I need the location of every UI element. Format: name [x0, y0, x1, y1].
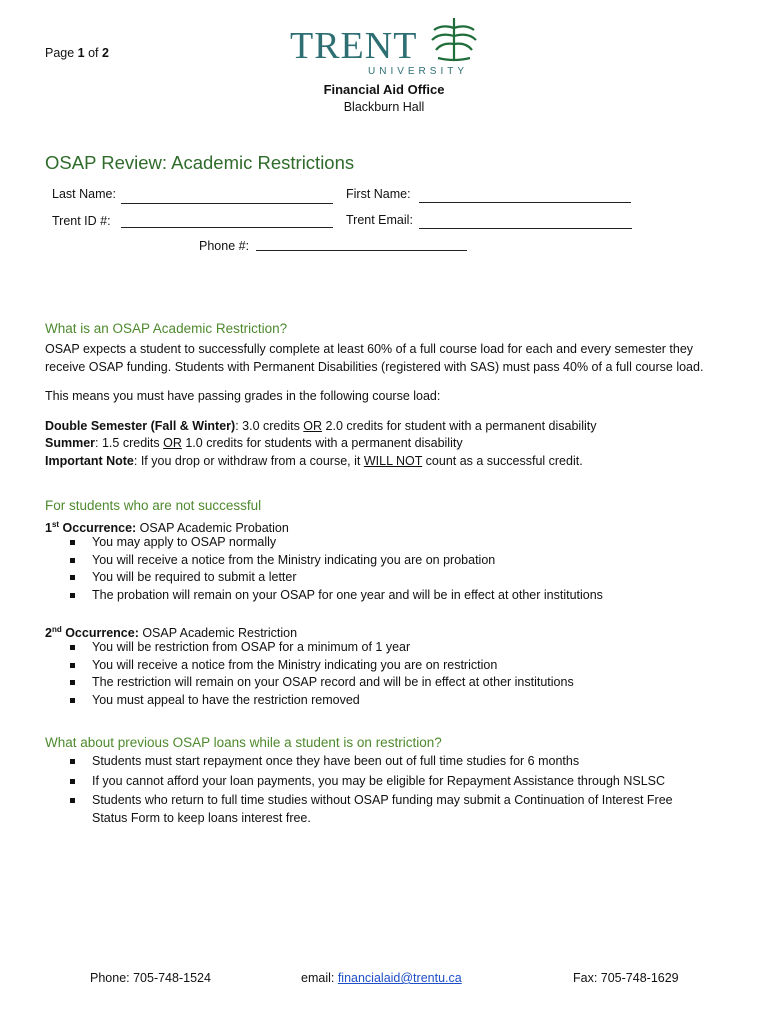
page-current: 1: [77, 46, 85, 60]
first-occurrence-number: 1: [45, 521, 52, 536]
list-item: You will be restriction from OSAP for a minimum of 1 year: [68, 639, 728, 657]
section-heading-previous-loans: What about previous OSAP loans while a student is on restriction?: [45, 735, 442, 750]
important-note-label: Important Note: [45, 454, 134, 468]
second-occurrence-list: [68, 639, 728, 709]
footer-phone: Phone: 705-748-1524: [90, 971, 211, 985]
list-item: You will receive a notice from the Ministry indicating you are on probation: [68, 552, 728, 570]
first-name-field[interactable]: [419, 202, 631, 203]
summer-or: OR: [163, 436, 182, 450]
section-heading-not-successful: For students who are not successful: [45, 498, 262, 513]
phone-label: Phone #:: [199, 239, 250, 253]
summer-text-b: 1.0 credits for students with a permanent disability: [181, 436, 463, 450]
list-item: The restriction will remain on your OSAP record and will be in effect at other institutions: [68, 674, 728, 692]
footer-email: [301, 971, 462, 985]
first-occurrence-text: OSAP Academic Probation: [136, 521, 289, 536]
last-name-field[interactable]: [121, 203, 333, 204]
last-name-label: Last Name:: [52, 187, 116, 201]
list-item: The probation will remain on your OSAP for one year and will be in effect at other institutions: [68, 587, 728, 605]
paragraph-expectations: OSAP expects a student to successfully complete at least 60% of a full course load for each and every semester they receive OSAP funding. Students with Permanent Disabilities (registered with SAS) must pass 40% of a full course load.: [45, 342, 704, 374]
trent-email-label: Trent Email:: [346, 213, 413, 227]
double-semester-text-b: 2.0 credits for student with a permanent disability: [322, 419, 597, 433]
summer-text-a: : 1.5 credits: [95, 436, 164, 450]
second-occurrence-label: Occurrence:: [61, 626, 139, 641]
double-semester-label: Double Semester (Fall & Winter): [45, 419, 236, 433]
second-occurrence-text: OSAP Academic Restriction: [138, 626, 298, 641]
second-occurrence-suffix: nd: [51, 625, 62, 634]
first-occurrence-label: Occurrence:: [59, 521, 137, 536]
list-item: You will be required to submit a letter: [68, 569, 728, 587]
document-title: OSAP Review: Academic Restrictions: [45, 152, 355, 173]
important-note-emphasis: WILL NOT: [363, 454, 423, 468]
important-note-text-a: : If you drop or withdraw from a course, it: [133, 454, 364, 468]
double-semester-line: [45, 417, 725, 435]
building-name: Blackburn Hall: [343, 100, 425, 114]
list-item: You may apply to OSAP normally: [68, 534, 728, 552]
list-item: Students who return to full time studies without OSAP funding may submit a Continuation of Interest Free Status Form to keep loans interest free.: [68, 792, 708, 827]
phone-field[interactable]: [256, 250, 467, 251]
logo-wordmark: TRENT: [290, 25, 418, 67]
page-prefix: Page: [45, 46, 78, 60]
first-occurrence-list: [68, 534, 728, 604]
section-heading-what-is: What is an OSAP Academic Restriction?: [45, 321, 288, 336]
footer-email-label: email:: [301, 971, 338, 985]
important-note-line: [45, 452, 725, 470]
trent-id-label: Trent ID #:: [52, 214, 111, 228]
list-item: Students must start repayment once they have been out of full time studies for 6 months: [68, 753, 708, 771]
trent-university-logo: [288, 14, 488, 78]
double-semester-or: OR: [303, 419, 323, 433]
page-of: of: [84, 46, 102, 60]
second-occurrence-number: 2: [45, 626, 52, 641]
summer-line: [45, 434, 725, 452]
logo-subtitle: UNIVERSITY: [368, 66, 469, 77]
tree-emblem-icon: [432, 18, 476, 60]
footer-fax: Fax: 705-748-1629: [573, 971, 679, 985]
office-name: Financial Aid Office: [323, 82, 445, 97]
paragraph-course-load: This means you must have passing grades in the following course load:: [45, 389, 441, 403]
previous-loans-list: [68, 753, 708, 827]
first-name-label: First Name:: [346, 187, 411, 201]
double-semester-text-a: : 3.0 credits: [235, 419, 304, 433]
list-item: If you cannot afford your loan payments, you may be eligible for Repayment Assistance through NSLSC: [68, 773, 708, 791]
trent-email-field[interactable]: [419, 228, 632, 229]
page-total: 2: [102, 46, 109, 60]
list-item: You must appeal to have the restriction removed: [68, 692, 728, 710]
first-occurrence-suffix: st: [51, 520, 60, 529]
page-number: [45, 46, 109, 60]
important-note-text-b: count as a successful credit.: [422, 454, 583, 468]
summer-label: Summer: [45, 436, 96, 450]
list-item: You will receive a notice from the Ministry indicating you are on restriction: [68, 657, 728, 675]
trent-id-field[interactable]: [121, 227, 333, 228]
email-link[interactable]: financialaid@trentu.ca: [337, 971, 462, 985]
